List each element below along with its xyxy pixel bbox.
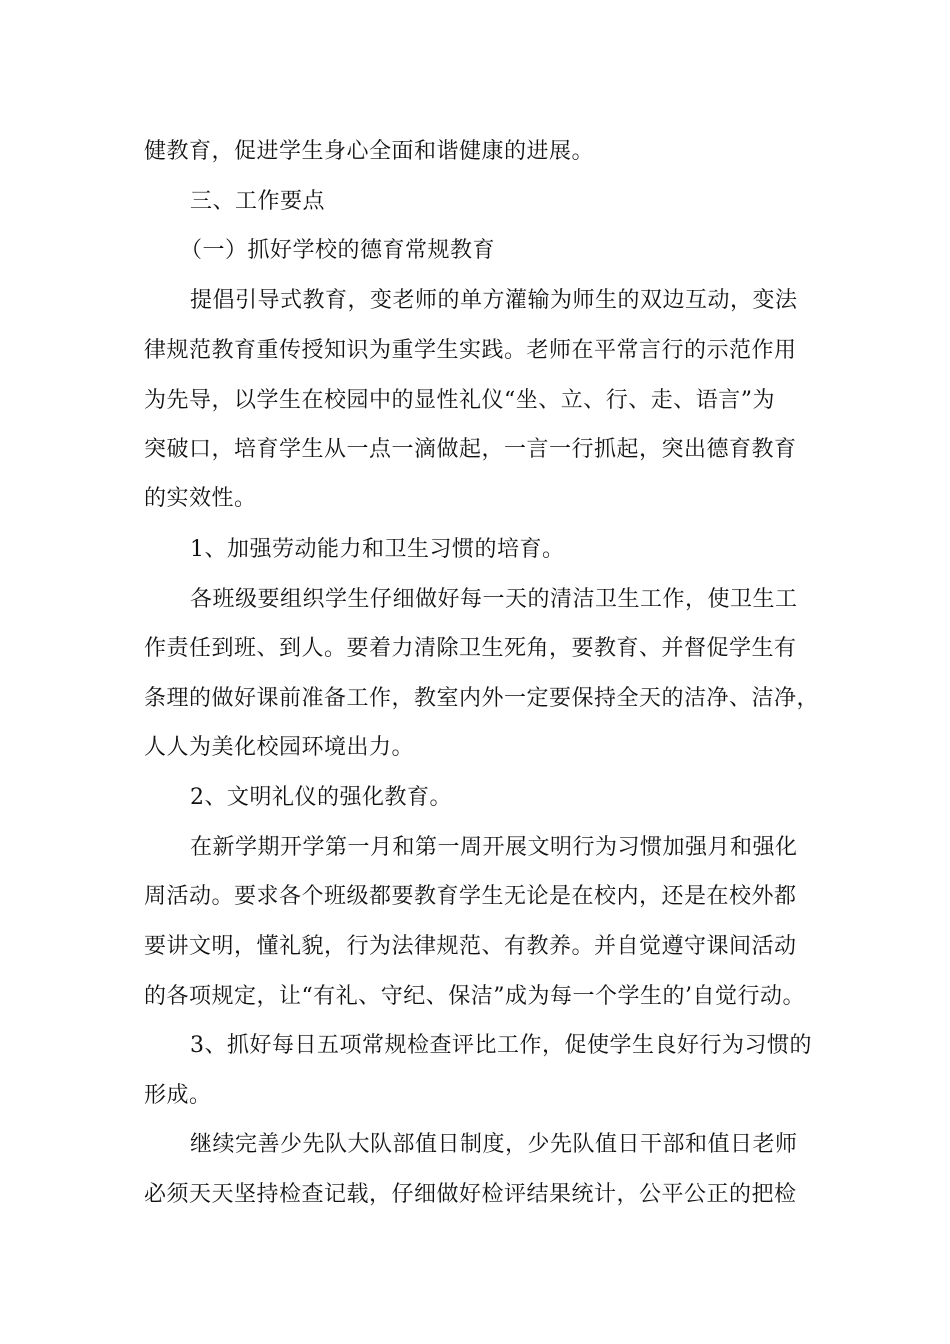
text-line: 形成。 (144, 1083, 212, 1108)
text-line: 在新学期开学第一月和第一周开展文明行为习惯加强月和强化 (190, 835, 798, 860)
item-heading: 1、加强劳动能力和卫生习惯的培育。 (190, 537, 565, 562)
text-line: 各班级要组织学生仔细做好每一天的清洁卫生工作，使卫生工 (190, 587, 798, 612)
text-line: 周活动。要求各个班级都要教育学生无论是在校内，还是在校外都 (144, 884, 797, 909)
text-line: 为先导，以学生在校园中的显性礼仪“坐、立、行、走、语言”为 (144, 388, 775, 413)
text-line: 突破口，培育学生从一点一滴做起，一言一行抓起，突出德育教育 (144, 437, 797, 462)
text-line: 要讲文明，懂礼貌，行为法律规范、有教养。并自觉遵守课间活动 (144, 934, 797, 959)
text-line: 的实效性。 (144, 486, 257, 511)
text-line: 的各项规定，让“有礼、守纪、保洁”成为每一个学生的’自觉行动。 (144, 984, 805, 1009)
item-heading: 3、抓好每日五项常规检查评比工作，促使学生良好行为习惯的 (190, 1033, 812, 1058)
text-line: 继续完善少先队大队部值日制度，少先队值日干部和值日老师 (190, 1132, 798, 1157)
text-line: 健教育，促进学生身心全面和谐健康的进展。 (144, 139, 595, 164)
text-line: 提倡引导式教育，变老师的单方灌输为师生的双边互动，变法 (190, 288, 798, 313)
text-line: 条理的做好课前准备工作，教室内外一定要保持全天的洁净、洁净， (144, 686, 820, 711)
text-line: 律规范教育重传授知识为重学生实践。老师在平常言行的示范作用 (144, 338, 797, 363)
text-line: 作责任到班、到人。要着力清除卫生死角，要教育、并督促学生有 (144, 636, 797, 661)
item-heading: 2、文明礼仪的强化教育。 (190, 785, 452, 810)
section-heading: 三、工作要点 (190, 189, 326, 214)
text-line: 人人为美化校园环境出力。 (144, 735, 415, 760)
text-line: 必须天天坚持检查记载，仔细做好检评结果统计，公平公正的把检 (144, 1182, 797, 1207)
subsection-heading: （一）抓好学校的德育常规教育 (180, 238, 496, 263)
